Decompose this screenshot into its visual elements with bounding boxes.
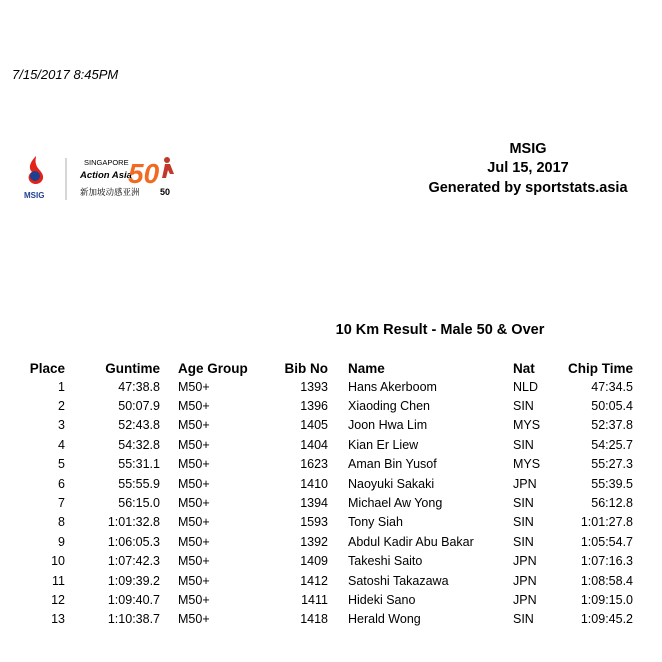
cell-nat: SIN — [513, 399, 534, 414]
cell-place: 5 — [58, 457, 65, 472]
cell-name: Kian Er Liew — [348, 437, 419, 452]
event-logo-line1: SINGAPORE — [84, 158, 129, 167]
cell-guntime: 55:55.9 — [118, 476, 160, 491]
cell-bib: 1418 — [300, 612, 328, 627]
cell-chip: 52:37.8 — [591, 418, 633, 433]
result-title: 10 Km Result - Male 50 & Over — [335, 322, 545, 338]
cell-bib: 1393 — [300, 379, 328, 394]
cell-guntime: 1:07:42.3 — [107, 554, 160, 569]
cell-age-group: M50+ — [178, 592, 210, 607]
cell-name: Satoshi Takazawa — [348, 573, 449, 588]
cell-chip: 1:09:45.2 — [580, 612, 633, 627]
cell-name: Aman Bin Yusof — [348, 457, 437, 472]
event-logo-line2: Action Asia — [80, 170, 132, 181]
msig-logo-icon — [29, 156, 43, 184]
cell-name: Hideki Sano — [348, 592, 416, 607]
cell-chip: 1:01:27.8 — [580, 515, 633, 530]
cell-place: 9 — [58, 534, 65, 549]
cell-nat: JPN — [513, 592, 537, 607]
cell-bib: 1410 — [300, 476, 328, 491]
col-header-chip-time: Chip Time — [568, 360, 634, 376]
cell-place: 8 — [58, 515, 65, 530]
cell-name: Michael Aw Yong — [348, 496, 443, 511]
cell-bib: 1623 — [300, 457, 328, 472]
col-header-bib: Bib No — [284, 360, 328, 376]
cell-nat: MYS — [513, 457, 541, 472]
cell-nat: SIN — [513, 496, 534, 511]
cell-guntime: 1:06:05.3 — [107, 534, 160, 549]
col-header-place: Place — [29, 360, 65, 376]
cell-name: Herald Wong — [348, 612, 421, 627]
cell-nat: NLD — [513, 379, 539, 394]
cell-guntime: 1:10:38.7 — [107, 612, 160, 627]
cell-age-group: M50+ — [178, 379, 210, 394]
cell-nat: SIN — [513, 437, 534, 452]
results-table — [20, 359, 633, 629]
generated-by: Generated by sportstats.asia — [428, 180, 628, 196]
table-row — [20, 455, 633, 474]
cell-bib: 1593 — [300, 515, 328, 530]
cell-chip: 50:05.4 — [591, 399, 633, 414]
cell-place: 11 — [52, 573, 65, 588]
cell-name: Tony Siah — [348, 515, 403, 530]
cell-chip: 1:08:58.4 — [580, 573, 633, 588]
cell-guntime: 1:09:40.7 — [107, 592, 160, 607]
cell-guntime: 54:32.8 — [118, 437, 160, 452]
event-logo-number-large: 50 — [128, 158, 160, 189]
cell-bib: 1404 — [300, 437, 328, 452]
table-row — [20, 532, 633, 551]
cell-bib: 1396 — [300, 399, 328, 414]
cell-guntime: 47:38.8 — [118, 379, 160, 394]
event-date: Jul 15, 2017 — [487, 160, 569, 176]
cell-chip: 54:25.7 — [591, 437, 633, 452]
cell-chip: 1:05:54.7 — [580, 534, 633, 549]
runner-figure-icon — [162, 157, 174, 178]
msig-wordmark: MSIG — [24, 191, 45, 200]
cell-chip: 47:34.5 — [591, 379, 633, 394]
cell-guntime: 56:15.0 — [118, 496, 160, 511]
cell-name: Hans Akerboom — [348, 379, 437, 394]
cell-bib: 1392 — [300, 534, 328, 549]
cell-age-group: M50+ — [178, 418, 210, 433]
cell-chip: 56:12.8 — [591, 496, 633, 511]
cell-name: Abdul Kadir Abu Bakar — [348, 534, 474, 549]
cell-name: Xiaoding Chen — [348, 399, 431, 414]
cell-nat: JPN — [513, 573, 537, 588]
cell-place: 1 — [58, 379, 65, 394]
table-row — [20, 610, 633, 629]
col-header-guntime: Guntime — [105, 360, 160, 376]
cell-place: 12 — [51, 592, 65, 607]
table-header-row — [20, 359, 633, 377]
col-header-age-group: Age Group — [178, 360, 248, 376]
cell-age-group: M50+ — [178, 612, 210, 627]
cell-age-group: M50+ — [178, 457, 210, 472]
cell-guntime: 1:01:32.8 — [107, 515, 160, 530]
cell-place: 2 — [58, 399, 65, 414]
cell-age-group: M50+ — [178, 476, 210, 491]
event-logo-number-small: 50 — [160, 187, 171, 197]
cell-guntime: 52:43.8 — [118, 418, 160, 433]
cell-bib: 1412 — [300, 573, 328, 588]
cell-place: 6 — [58, 476, 65, 491]
cell-nat: SIN — [513, 612, 534, 627]
cell-name: Takeshi Saito — [348, 554, 423, 569]
cell-chip: 1:09:15.0 — [580, 592, 633, 607]
cell-place: 7 — [58, 496, 65, 511]
cell-age-group: M50+ — [178, 573, 210, 588]
cell-nat: JPN — [513, 476, 537, 491]
table-row — [20, 493, 633, 512]
cell-chip: 55:39.5 — [591, 476, 633, 491]
print-timestamp: 7/15/2017 8:45PM — [12, 67, 119, 82]
table-row — [20, 396, 633, 415]
cell-age-group: M50+ — [178, 496, 210, 511]
cell-bib: 1405 — [300, 418, 328, 433]
table-row — [20, 590, 633, 609]
sponsor-name: MSIG — [509, 141, 547, 157]
table-row — [20, 474, 633, 493]
table-row — [20, 571, 633, 590]
cell-name: Naoyuki Sakaki — [348, 476, 435, 491]
cell-age-group: M50+ — [178, 515, 210, 530]
cell-place: 4 — [58, 437, 65, 452]
cell-guntime: 55:31.1 — [118, 457, 160, 472]
cell-nat: MYS — [513, 418, 541, 433]
cell-age-group: M50+ — [178, 437, 210, 452]
cell-age-group: M50+ — [178, 534, 210, 549]
col-header-name: Name — [348, 360, 385, 376]
cell-bib: 1394 — [300, 496, 328, 511]
cell-chip: 1:07:16.3 — [580, 554, 633, 569]
table-row — [20, 513, 633, 532]
cell-age-group: M50+ — [178, 554, 210, 569]
cell-place: 13 — [51, 612, 65, 627]
table-row — [20, 435, 633, 454]
cell-chip: 55:27.3 — [591, 457, 633, 472]
table-row — [20, 377, 633, 396]
event-logo — [20, 152, 180, 204]
cell-nat: JPN — [513, 554, 537, 569]
cell-guntime: 1:09:39.2 — [107, 573, 160, 588]
cell-nat: SIN — [513, 515, 534, 530]
cell-place: 10 — [51, 554, 65, 569]
table-row — [20, 552, 633, 571]
cell-guntime: 50:07.9 — [118, 399, 160, 414]
event-logo-chinese: 新加坡动感亚洲 — [80, 188, 140, 198]
cell-age-group: M50+ — [178, 399, 210, 414]
cell-place: 3 — [58, 418, 65, 433]
cell-nat: SIN — [513, 534, 534, 549]
cell-name: Joon Hwa Lim — [348, 418, 428, 433]
cell-bib: 1411 — [301, 592, 328, 607]
col-header-nat: Nat — [513, 360, 535, 376]
cell-bib: 1409 — [300, 554, 328, 569]
table-row — [20, 416, 633, 435]
